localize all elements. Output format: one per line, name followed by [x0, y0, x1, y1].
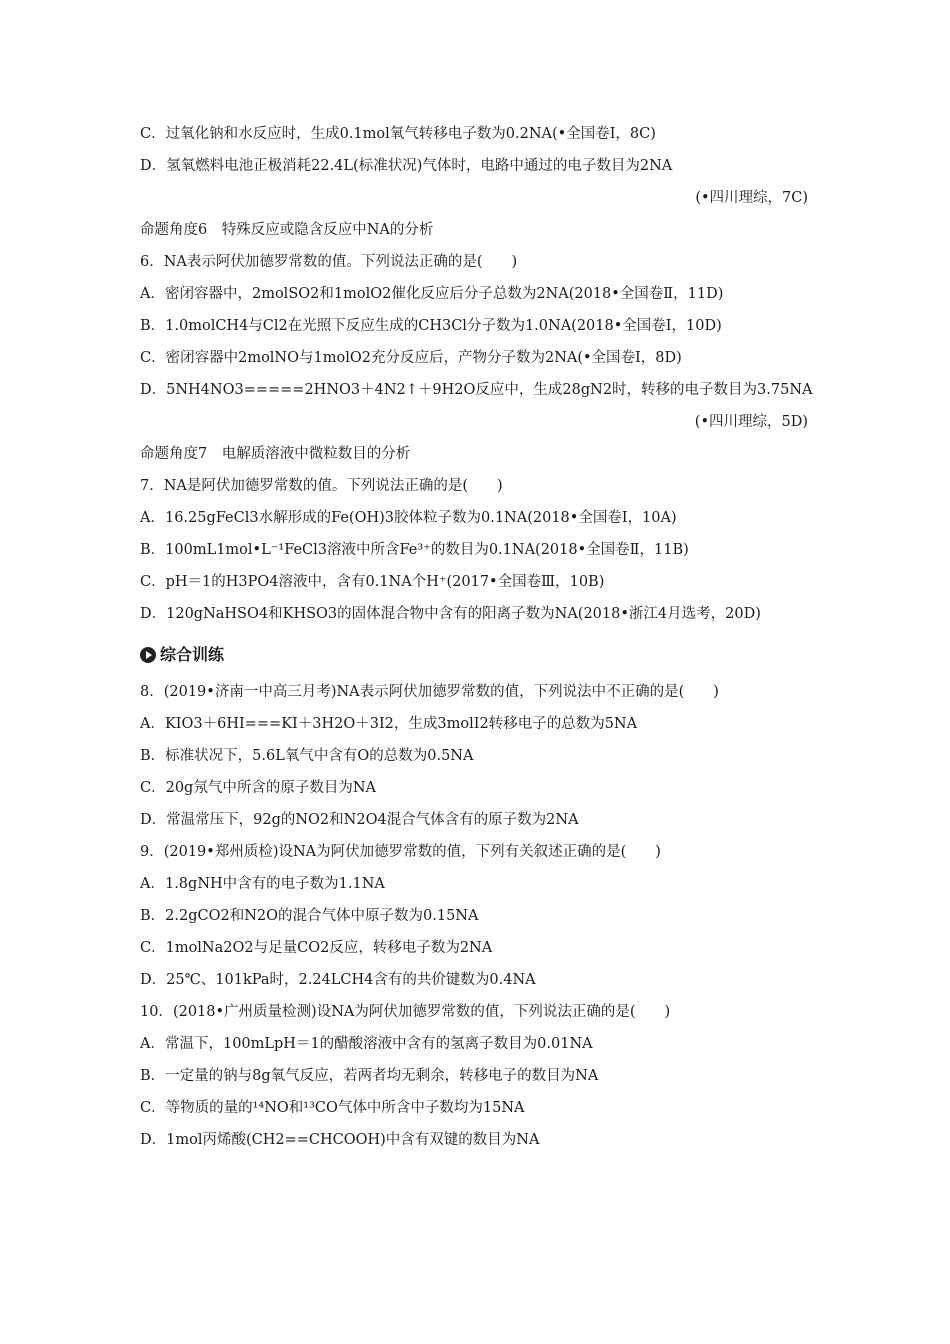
option-c: C．1molNa2O2与足量CO2反应，转移电子数为2NA — [140, 940, 493, 956]
subsection-heading: 命题角度7 电解质溶液中微粒数目的分析 — [140, 446, 411, 462]
option-b: B．100mL1mol•L⁻¹FeCl3溶液中所含Fe³⁺的数目为0.1NA(2018•全国卷Ⅱ，11B) — [140, 542, 689, 558]
option-c: C．密闭容器中2molNO与1molO2充分反应后，产物分子数为2NA(•全国卷Ⅰ，8D) — [140, 350, 682, 366]
source-note: (•四川理综，5D) — [694, 414, 808, 430]
option-a: A．密闭容器中，2molSO2和1molO2催化反应后分子总数为2NA(2018•全国卷Ⅱ，11D) — [140, 286, 724, 302]
question-stem: 9．(2019•郑州质检)设NA为阿伏加德罗常数的值，下列有关叙述正确的是( ) — [140, 844, 661, 860]
option-d: D．常温常压下，92g的NO2和N2O4混合气体含有的原子数为2NA — [140, 812, 579, 828]
play-icon — [140, 647, 156, 663]
option-b: B．1.0molCH4与Cl2在光照下反应生成的CH3Cl分子数为1.0NA(2018•全国卷Ⅰ，10D) — [140, 318, 722, 334]
text-line: D．氢氧燃料电池正极消耗22.4L(标准状况)气体时，电路中通过的电子数目为2NA — [140, 158, 673, 174]
text-line: C．过氧化钠和水反应时，生成0.1mol氧气转移电子数为0.2NA(•全国卷Ⅰ，8C) — [140, 126, 656, 142]
option-c: C．20g氖气中所含的原子数目为NA — [140, 780, 376, 796]
subsection-heading: 命题角度6 特殊反应或隐含反应中NA的分析 — [140, 222, 434, 238]
option-b: B．标准状况下，5.6L氧气中含有O的总数为0.5NA — [140, 748, 474, 764]
option-a: A．常温下，100mLpH＝1的醋酸溶液中含有的氢离子数目为0.01NA — [140, 1036, 593, 1052]
option-d: D．1mol丙烯酸(CH2==CHCOOH)中含有双键的数目为NA — [140, 1132, 540, 1148]
option-c: C．pH＝1的H3PO4溶液中，含有0.1NA个H⁺(2017•全国卷Ⅲ，10B) — [140, 574, 605, 590]
section-heading — [140, 644, 224, 666]
question-stem: 8．(2019•济南一中高三月考)NA表示阿伏加德罗常数的值，下列说法中不正确的是( ) — [140, 684, 719, 700]
option-c: C．等物质的量的¹⁴NO和¹³CO气体中所含中子数均为15NA — [140, 1100, 525, 1116]
question-stem: 6．NA表示阿伏加德罗常数的值。下列说法正确的是( ) — [140, 254, 518, 270]
option-d: D．25℃、101kPa时，2.24LCH4含有的共价键数为0.4NA — [140, 972, 536, 988]
option-a: A．1.8gNH中含有的电子数为1.1NA — [140, 876, 385, 892]
section-title: 综合训练 — [160, 645, 225, 664]
question-stem: 10．(2018•广州质量检测)设NA为阿伏加德罗常数的值，下列说法正确的是( ) — [140, 1004, 671, 1020]
option-a: A．16.25gFeCl3水解形成的Fe(OH)3胶体粒子数为0.1NA(2018•全国卷Ⅰ，10A) — [140, 510, 677, 526]
option-b: B．2.2gCO2和N2O的混合气体中原子数为0.15NA — [140, 908, 479, 924]
option-a: A．KIO3＋6HI===KI＋3H2O＋3I2，生成3molI2转移电子的总数为5NA — [140, 716, 638, 732]
option-d: D．120gNaHSO4和KHSO3的固体混合物中含有的阳离子数为NA(2018•浙江4月选考，20D) — [140, 606, 761, 622]
option-d: D．5NH4NO3=====2HNO3＋4N2↑＋9H2O反应中，生成28gN2时，转移的电子数目为3.75NA — [140, 382, 813, 398]
source-note: (•四川理综，7C) — [695, 190, 808, 206]
question-stem: 7．NA是阿伏加德罗常数的值。下列说法正确的是( ) — [140, 478, 503, 494]
option-b: B．一定量的钠与8g氧气反应，若两者均无剩余，转移电子的数目为NA — [140, 1068, 599, 1084]
